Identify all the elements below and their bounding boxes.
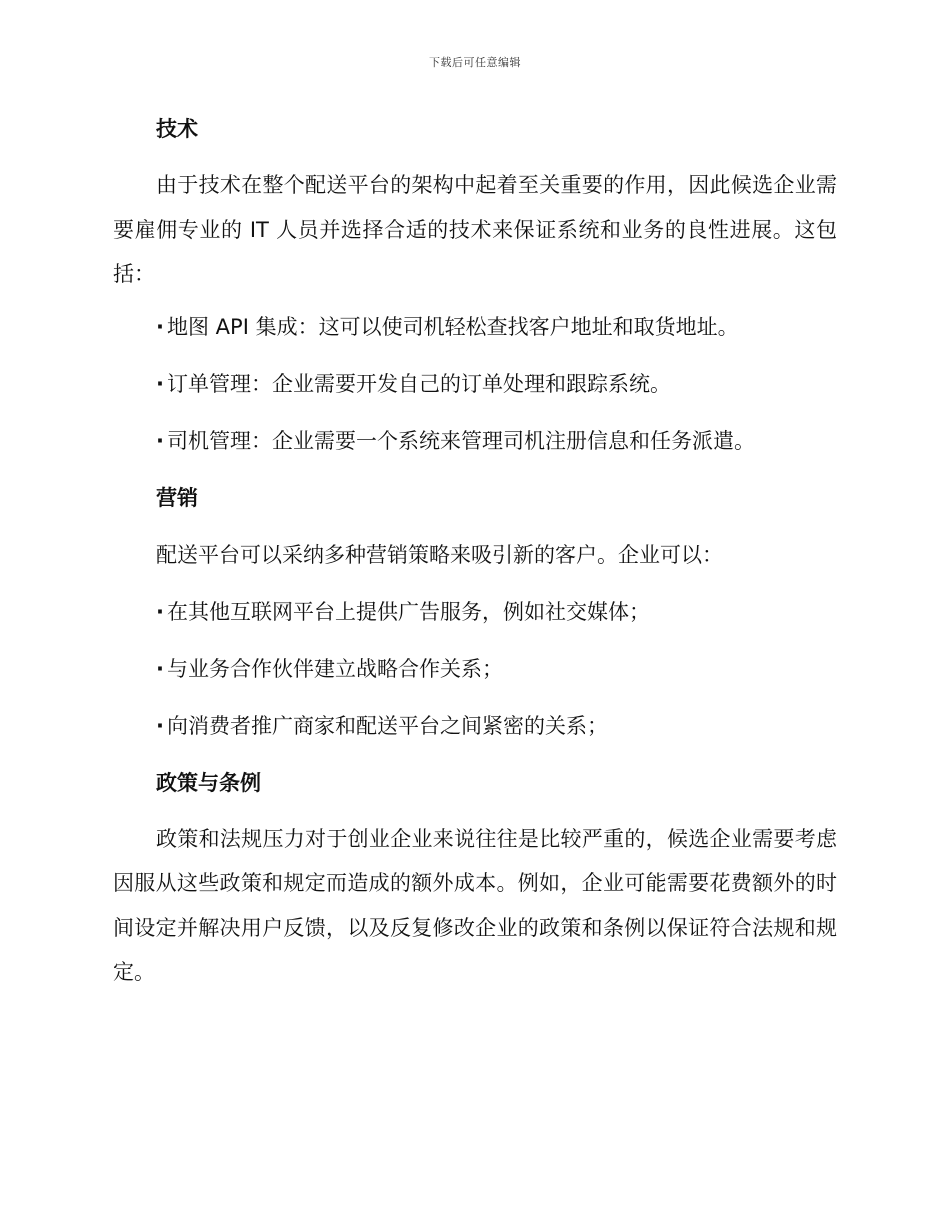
- bullet-icon: ·: [156, 371, 164, 396]
- list-item-text: 在其他互联网平台上提供广告服务，例如社交媒体；: [167, 599, 650, 624]
- list-item: [113, 595, 837, 629]
- list-item-text: 司机管理：企业需要一个系统来管理司机注册信息和任务派遣。: [167, 428, 755, 453]
- list-item-text: 地图 API 集成：这可以使司机轻松查找客户地址和取货地址。: [167, 314, 739, 339]
- section-paragraph-policy: 政策和法规压力对于创业企业来说往往是比较严重的，候选企业需要考虑因服从这些政策和规定而造成的额外成本。例如，企业可能需要花费额外的时间设定并解决用户反馈，以及反复修改企业的政策和条例以保证符合法规和规定。: [113, 826, 837, 984]
- list-item: [113, 652, 837, 686]
- bullet-icon: ·: [156, 713, 164, 738]
- section-paragraph-tech: 由于技术在整个配送平台的架构中起着至关重要的作用，因此候选企业需要雇佣专业的 IT 人员并选择合适的技术来保证系统和业务的良性进展。这包括：: [113, 173, 837, 286]
- list-item: [113, 709, 837, 743]
- section-heading-tech: 技术: [156, 117, 198, 141]
- section-heading-policy: 政策与条例: [156, 770, 261, 795]
- bullet-icon: ·: [156, 314, 164, 339]
- list-item-text: 向消费者推广商家和配送平台之间紧密的关系；: [167, 713, 608, 738]
- section-heading-marketing: 营销: [156, 485, 198, 510]
- bullet-icon: ·: [156, 428, 164, 453]
- section-intro-marketing: 配送平台可以采纳多种营销策略来吸引新的客户。企业可以：: [156, 542, 723, 567]
- list-item: [113, 310, 837, 344]
- header-note: 下载后可任意编辑: [429, 56, 521, 69]
- bullet-icon: ·: [156, 656, 164, 681]
- list-item: [113, 424, 837, 458]
- list-item-text: 订单管理：企业需要开发自己的订单处理和跟踪系统。: [167, 371, 671, 396]
- bullet-icon: ·: [156, 599, 164, 624]
- list-item: [113, 367, 837, 401]
- document-body: [113, 112, 837, 1008]
- list-item-text: 与业务合作伙伴建立战略合作关系；: [167, 656, 503, 681]
